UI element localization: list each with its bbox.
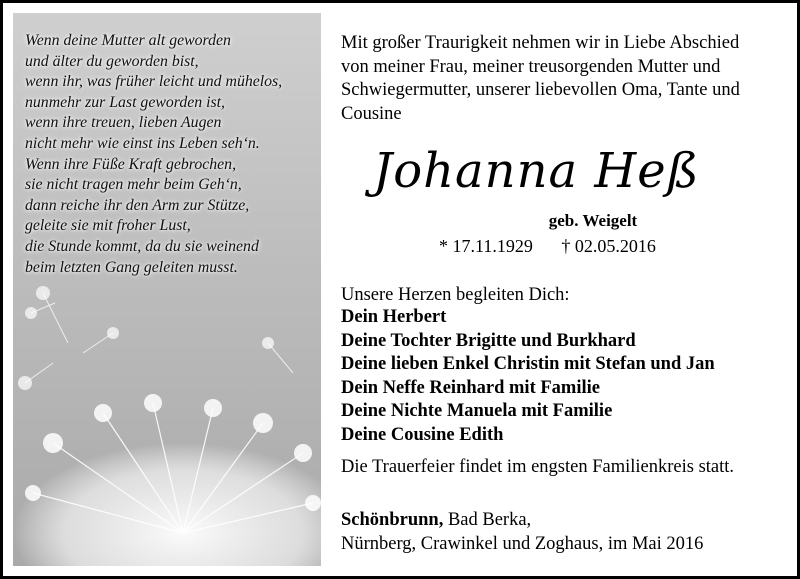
poem-line: wenn ihr, was früher leicht und mühelos, — [25, 73, 283, 91]
poem-line: nunmehr zur Last geworden ist, — [25, 93, 225, 111]
hearts-text: Unsere Herzen begleiten Dich: — [341, 285, 570, 305]
announcement — [333, 3, 783, 576]
poem — [25, 31, 315, 278]
place-town: Schönbrunn, — [341, 510, 444, 530]
intro-line: Cousine — [341, 103, 402, 124]
mourner: Dein Herbert — [341, 307, 447, 327]
mourner: Deine Nichte Manuela mit Familie — [341, 401, 613, 422]
funeral-note: Die Trauerfeier findet im engsten Familienkreis statt. — [341, 457, 735, 477]
poem-panel — [13, 13, 321, 566]
poem-line: nicht mehr wie einst ins Leben seh‘n. — [25, 134, 260, 152]
hearts-line — [341, 284, 781, 308]
maiden-name: geb. Weigelt — [548, 211, 638, 230]
poem-line: Wenn deine Mutter alt geworden — [25, 32, 231, 49]
poem-line: sie nicht tragen mehr beim Geh‘n, — [25, 176, 242, 194]
birth-date: * 17.11.1929 — [439, 236, 533, 256]
place-rest: Bad Berka, — [443, 510, 532, 530]
poem-line: die Stunde kommt, da du sie weinend — [25, 237, 259, 255]
poem-line: beim letzten Gang geleiten musst. — [25, 258, 238, 276]
intro-text — [341, 32, 781, 126]
poem-line: geleite sie mit froher Lust, — [25, 217, 191, 235]
place-line-2: Nürnberg, Crawinkel und Zoghaus, im Mai 2016 — [341, 534, 704, 554]
place-line-1 — [341, 508, 703, 532]
mourners-list — [341, 306, 781, 448]
life-dates — [439, 236, 779, 257]
deceased-name: Johanna Heß — [373, 143, 700, 199]
poem-line: dann reiche ihr den Arm zur Stütze, — [25, 196, 250, 214]
mourner: Deine Tochter Brigitte und Burkhard — [341, 330, 636, 351]
death-date: † 02.05.2016 — [561, 236, 656, 256]
intro-line: Schwiegermutter, unserer liebevollen Oma, Tante und — [341, 80, 740, 101]
place-and-date — [341, 508, 703, 556]
intro-line: von meiner Frau, meiner treusorgenden Mutter und — [341, 56, 721, 77]
mourner: Deine lieben Enkel Christin mit Stefan und Jan — [341, 354, 715, 375]
mourner: Deine Cousine Edith — [341, 424, 504, 445]
poem-line: und älter du geworden bist, — [25, 52, 199, 70]
poem-line: Wenn ihre Füße Kraft gebrochen, — [25, 155, 237, 173]
mourner: Dein Neffe Reinhard mit Familie — [341, 377, 600, 398]
intro-line: Mit großer Traurigkeit nehmen wir in Liebe Abschied — [341, 33, 740, 53]
poem-line: wenn ihre treuen, lieben Augen — [25, 114, 222, 132]
